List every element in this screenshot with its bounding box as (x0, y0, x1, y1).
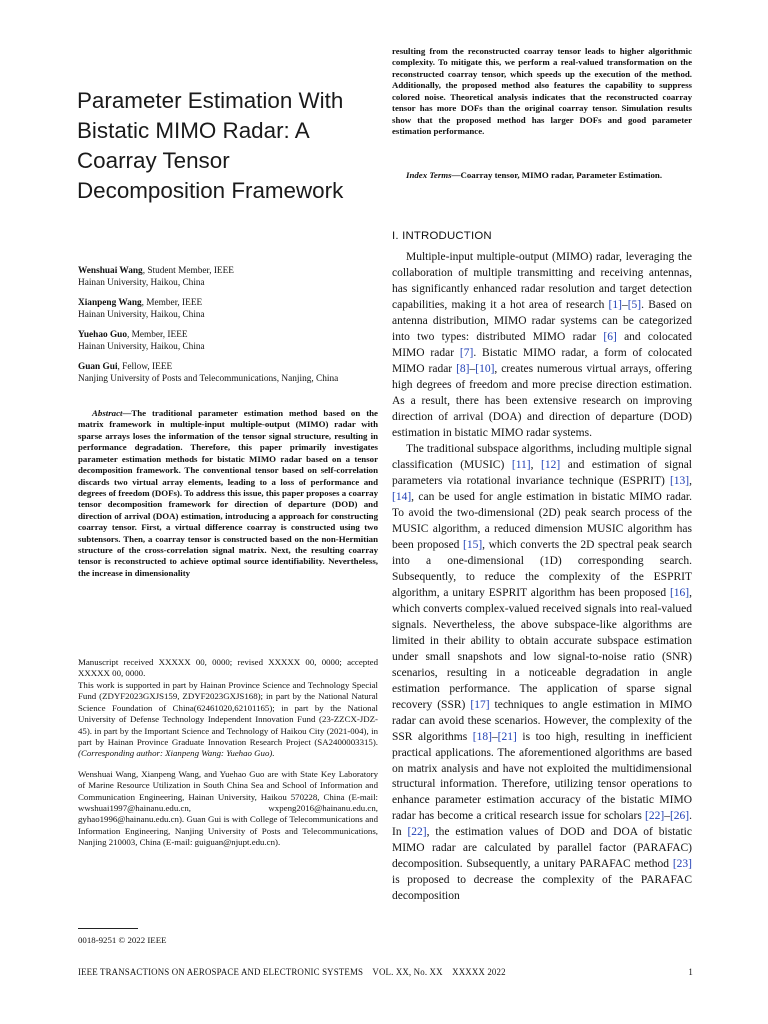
footnote-divider (78, 928, 138, 929)
citation-link[interactable]: [8] (456, 362, 470, 375)
manuscript-received-note: Manuscript received XXXXX 00, 0000; revised XXXXX 00, 0000; accepted XXXXX 00, 0000. (78, 657, 378, 679)
citation-link[interactable]: [18] (472, 730, 492, 743)
copyright-issn: 0018-9251 © 2022 IEEE (78, 935, 167, 945)
footnotes (78, 657, 378, 849)
intro-paragraph-2: The traditional subspace algorithms, including multiple signal classification (MUSIC) [11], [12] and estimation of signal parameters via rotational invariance technique (ESPRIT) [13], [14], can be used for angle estimation in bistatic MIMO radar. To avoid the two-dimensional (2D) peak search process of the MUSIC algorithm, a reduced dimension MUSIC algorithm has been proposed [15], which converts the 2D spectral peak search into a one-dimensional (1D) corresponding search. Subsequently, to reduce the complexity of the ESPRIT algorithm, a unitary ESPRIT algorithm has been proposed [16], which converts complex-valued received signals into real-valued signals. Nevertheless, the above subspace-like algorithms are limited in their ability to obtain accurate subspace estimation under small snapshots and low signal-to-noise ratio (SNR) scenarios, resulting in a noticeable degradation in angle estimation performance. The application of sparse signal recovery (SSR) [17] techniques to angle estimation in MIMO radar can avoid these scenarios. However, the complexity of the SSR algorithms [18]–[21] is too high, resulting in inefficient practical applications. The aforementioned algorithms are based on matrix analysis and have not exploited the multidimensional structural information. Therefore, utilizing tensor operations to enhance parameter estimation accuracy of the bistatic MIMO radar has become a critical research issue for scholars [22]–[26]. In [22], the estimation values of DOD and DOA of bistatic MIMO radar are calculated by parallel factor (PARAFAC) decomposition. Subsequently, a unitary PARAFAC method [23] is proposed to decrease the complexity of the PARAFAC decomposition (392, 442, 693, 903)
author-name: Xianpeng Wang (78, 297, 142, 308)
author-name: Yuehao Guo (78, 329, 127, 340)
citation-link[interactable]: [17] (470, 698, 490, 711)
corresponding-author-note: (Corresponding author: Xianpeng Wang: Yuehao Guo). (78, 748, 275, 759)
intro-paragraph-1: Multiple-input multiple-output (MIMO) radar, leveraging the collaboration of multiple transmitting and receiving antennas, has significantly enhanced radar resolution and target detection capabilities, making it a hot area of research [1]–[5]. Based on antenna distribution, MIMO radar systems can be categorized into two types: distributed MIMO radar [6] and colocated MIMO radar [7]. Bistatic MIMO radar, a form of colocated MIMO radar [8]–[10], creates numerous virtual arrays, offering high degrees of freedom and more precise direction estimation. As a result, there has been extensive research on improving direction of arrival (DOA) and direction of departure (DOD) estimation in bistatic MIMO radar systems. (392, 251, 693, 439)
author-affiliation: Hainan University, Haikou, China (78, 341, 205, 352)
section-heading: I. INTRODUCTION (392, 230, 492, 242)
funding-note (78, 680, 378, 760)
citation-link[interactable]: [7] (459, 346, 474, 359)
journal-footer: IEEE TRANSACTIONS ON AEROSPACE AND ELECTRONIC SYSTEMS VOL. XX, No. XX XXXXX 2022 (78, 967, 506, 977)
citation-link[interactable]: [1] (608, 298, 622, 311)
citation-link[interactable]: [10] (475, 362, 495, 375)
author-affiliation: Hainan University, Haikou, China (78, 277, 205, 288)
author-block (78, 298, 378, 321)
author-affiliation: Nanjing University of Posts and Telecommunications, Nanjing, China (78, 373, 339, 384)
abstract-label: Abstract (92, 408, 123, 418)
index-terms-text: —Coarray tensor, MIMO radar, Parameter Estimation. (451, 170, 663, 180)
citation-link[interactable]: [26] (669, 810, 690, 823)
citation-link[interactable]: [22] (407, 826, 427, 839)
abstract-continuation: resulting from the reconstructed coarray tensor leads to higher algorithmic complexity. To mitigate this, we perform a real-valued transformation on the reconstructed coarray tensor, which speeds up the execution of the method. Additionally, the proposed method also features the capability to suppress colored noise. Theoretical analysis indicates that the reconstructed coarray tensor has more DOFs than the original coarray tensor. Simulation results show that the proposed method has larger DOFs and good parameter estimation performance. (392, 46, 692, 136)
author-name: Guan Gui (78, 361, 118, 372)
author-role: , Fellow, IEEE (117, 361, 173, 372)
citation-link[interactable]: [6] (603, 330, 617, 343)
index-terms-label: Index Terms (406, 170, 452, 180)
citation-link[interactable]: [11] (511, 458, 531, 471)
abstract-text: —The traditional parameter estimation method based on the matrix framework in multiple-input multiple-output (MIMO) radar with sparse arrays loses the information of the tensor signal structure, resulting in performance degradation. Therefore, this paper primarily investigates parameter estimation methods for bistatic MIMO radar based on a tensor decomposition framework. The conventional tensor based on self-correlation discards two virtual array elements, leading to a loss of performance and degrees of freedom (DOFs). To address this issue, this paper proposes a coarray tensor decomposition framework for direction of departure (DOD) and direction of arrival (DOA) estimation, introducing a approach for constructing coarray tensor. First, a virtual difference coarray is constructed using two subtensors. Then, a coarray tensor is constructed based on the non-Hermitian structure of the cross-correlation signal matrix. Next, the resulting coarray tensor is reconstructed to achieve optimal source identifiability. Nevertheless, the increase in dimensionality (78, 408, 378, 578)
abstract (78, 408, 378, 579)
author-role: , Member, IEEE (141, 297, 203, 308)
citation-link[interactable]: [16] (669, 586, 690, 599)
citation-link[interactable]: [12] (541, 458, 561, 471)
author-role: , Member, IEEE (127, 329, 188, 340)
citation-link[interactable]: [22] (645, 810, 665, 823)
index-terms (392, 170, 692, 181)
author-affiliation: Hainan University, Haikou, China (78, 309, 205, 320)
author-block (78, 330, 378, 353)
author-block (78, 266, 378, 289)
introduction-body (392, 250, 692, 905)
citation-link[interactable]: [23] (672, 858, 692, 871)
page-footer (78, 967, 693, 978)
author-role: , Student Member, IEEE (142, 266, 234, 276)
paper-title: Parameter Estimation With Bistatic MIMO Radar: A Coarray Tensor Decomposition Framework (77, 88, 344, 203)
citation-link[interactable]: [13] (669, 474, 690, 487)
citation-link[interactable]: [15] (463, 538, 483, 551)
citation-link[interactable]: [21] (497, 730, 517, 743)
author-block (78, 362, 378, 385)
citation-link[interactable]: [14] (392, 490, 412, 503)
citation-link[interactable]: [5] (627, 298, 642, 311)
affiliation-note: Wenshuai Wang, Xianpeng Wang, and Yuehao Guo are with State Key Laboratory of Marine Resource Utilization in South China Sea and School of Information and Communication Engineering, Hainan University, Haikou 570228, China (E-mail: wwshuai1997@hainanu.edu.cn, wxpeng2016@hainanu.edu.cn, gyhao1996@hainanu.edu.cn). Guan Gui is with College of Telecommunications and Information Engineering, Nanjing University of Posts and Telecommunications, Nanjing 210003, China (E-mail: guiguan@njupt.edu.cn). (78, 768, 378, 848)
author-name: Wenshuai Wang (78, 266, 143, 276)
page-number: 1 (688, 967, 693, 977)
author-list (78, 266, 378, 394)
funding-text: This work is supported in part by Hainan Province Science and Technology Special Fund (ZDYF2023GXJS159, ZDYF2023GXJS168); in part by the National Natural Science Foundation of China(62461020,62101165); in part by the National University of Defense Technology Independent Innovation Fund (23-ZZCX-JDZ-45). in part by the Important Science and Technology of Haikou City (2021-004), in part by Hainan Province Graduate Innovation Research Project (SA2400003315). (78, 679, 378, 747)
